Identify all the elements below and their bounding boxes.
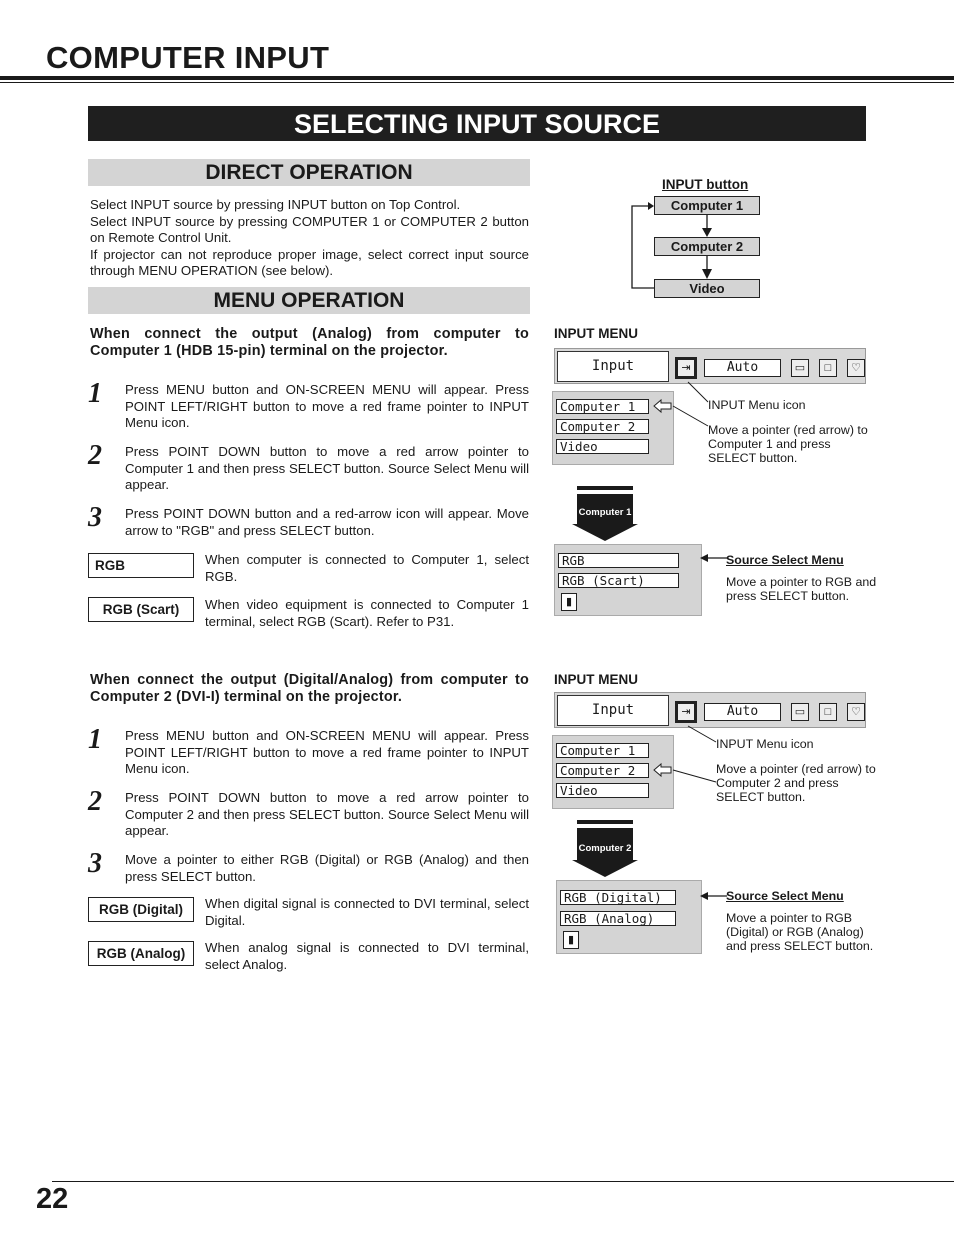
monitor-icon: ▭	[791, 359, 809, 377]
menu-operation-heading: MENU OPERATION	[88, 287, 530, 314]
osd-item-computer2: Computer 2	[556, 763, 649, 778]
settings-icon: ♡	[847, 359, 865, 377]
source-item-rgb-digital: RGB (Digital)	[560, 890, 676, 905]
source-select-note: Move a pointer to RGB (Digital) or RGB (Analog) and press SELECT button.	[726, 911, 874, 953]
input-menu-label: INPUT MENU	[554, 672, 638, 687]
step-number: 1	[88, 724, 102, 755]
step-text: Press MENU button and ON-SCREEN MENU will appear. Press POINT LEFT/RIGHT button to move a red frame pointer to INPUT Menu icon.	[125, 382, 529, 430]
flow-arrow-head	[702, 269, 712, 279]
osd-menu-bar	[554, 348, 866, 384]
direct-line-1: Select INPUT source by pressing INPUT button on Top Control.	[90, 197, 461, 212]
option-rgb-scart-text: When video equipment is connected to Computer 1 terminal, select RGB (Scart). Refer to P31.	[205, 597, 529, 629]
direct-operation-heading: DIRECT OPERATION	[88, 159, 530, 186]
pointer-note: Move a pointer (red arrow) to Computer 1 and press SELECT button.	[708, 423, 868, 465]
header-rule-thin	[0, 82, 954, 83]
source-item-rgb-scart: RGB (Scart)	[558, 573, 679, 588]
source-select-panel	[556, 880, 702, 954]
input-button-label: INPUT button	[662, 177, 749, 192]
exit-icon: ▮	[563, 931, 579, 949]
osd-input-field: Input	[557, 351, 669, 382]
source-select-panel	[554, 544, 702, 616]
direct-operation-text	[90, 197, 529, 280]
source-select-note: Move a pointer to RGB and press SELECT button.	[726, 575, 877, 603]
input-menu-icon-note: INPUT Menu icon	[708, 398, 806, 412]
osd-item-video: Video	[556, 439, 649, 454]
pointer-note: Move a pointer (red arrow) to Computer 2 and press SELECT button.	[716, 762, 876, 804]
step-text: Press POINT DOWN button to move a red arrow pointer to Computer 1 and then press SELECT button. Source Select Menu will appear.	[125, 444, 529, 492]
option-rgb: RGB	[88, 553, 194, 578]
direct-line-3: If projector can not reproduce proper image, select correct input source through MENU OPERATION (see below).	[90, 246, 529, 278]
flow-computer1: Computer 1	[654, 196, 760, 215]
monitor-icon: ▭	[791, 703, 809, 721]
osd-input-field: Input	[557, 695, 669, 726]
source-select-title: Source Select Menu	[726, 889, 844, 903]
direct-line-2: Select INPUT source by pressing COMPUTER 1 or COMPUTER 2 button on Remote Control Unit.	[90, 213, 529, 245]
section-b-lead: When connect the output (Digital/Analog) from computer to Computer 2 (DVI-I) terminal on the projector.	[90, 672, 529, 705]
square-icon: □	[819, 703, 837, 721]
square-icon: □	[819, 359, 837, 377]
option-rgb-digital: RGB (Digital)	[88, 897, 194, 922]
input-menu-icon-note: INPUT Menu icon	[716, 737, 814, 751]
exit-icon: ▮	[561, 593, 577, 611]
flow-arrows	[620, 196, 770, 300]
step-text: Press POINT DOWN button to move a red arrow pointer to Computer 2 and then press SELECT button. Source Select Menu will appear.	[125, 790, 529, 838]
osd-input-list	[552, 735, 674, 809]
flow-loop-arrow-head	[648, 202, 654, 210]
flow-video: Video	[654, 279, 760, 298]
input-menu-icon: ⇥	[677, 359, 695, 377]
osd-item-video: Video	[556, 783, 649, 798]
down-arrow-label: Computer 1	[578, 507, 632, 518]
source-callout-arrow	[700, 552, 728, 564]
step-number: 3	[88, 848, 102, 879]
down-arrow-label: Computer 2	[578, 843, 632, 854]
osd-auto-field: Auto	[704, 703, 781, 721]
flow-arrow-head	[702, 228, 712, 237]
option-rgb-analog: RGB (Analog)	[88, 941, 194, 966]
osd-item-computer2: Computer 2	[556, 419, 649, 434]
osd-auto-field: Auto	[704, 359, 781, 377]
step-number: 2	[88, 786, 102, 817]
input-menu-label: INPUT MENU	[554, 326, 638, 341]
flow-computer2: Computer 2	[654, 237, 760, 256]
option-rgb-scart: RGB (Scart)	[88, 597, 194, 622]
step-text: Move a pointer to either RGB (Digital) or RGB (Analog) and then press SELECT button.	[125, 852, 529, 884]
step-text: Press POINT DOWN button and a red-arrow icon will appear. Move arrow to "RGB" and press SELECT button.	[125, 506, 529, 538]
source-item-rgb-analog: RGB (Analog)	[560, 911, 676, 926]
osd-item-computer1: Computer 1	[556, 743, 649, 758]
page-number: 22	[36, 1183, 69, 1215]
footer-rule	[52, 1181, 954, 1182]
source-callout-arrow	[700, 890, 728, 902]
page-title: COMPUTER INPUT	[46, 40, 330, 75]
step-number: 1	[88, 378, 102, 409]
osd-input-list	[552, 391, 674, 465]
option-rgb-text: When computer is connected to Computer 1, select RGB.	[205, 552, 529, 584]
source-item-rgb: RGB	[558, 553, 679, 568]
option-rgb-digital-text: When digital signal is connected to DVI terminal, select Digital.	[205, 896, 529, 928]
osd-item-computer1: Computer 1	[556, 399, 649, 414]
step-text: Press MENU button and ON-SCREEN MENU will appear. Press POINT LEFT/RIGHT button to move a red frame pointer to INPUT Menu icon.	[125, 728, 529, 776]
osd-callout-lines	[670, 380, 710, 432]
input-menu-icon: ⇥	[677, 703, 695, 721]
step-number: 2	[88, 440, 102, 471]
osd-menu-bar	[554, 692, 866, 728]
option-rgb-analog-text: When analog signal is connected to DVI terminal, select Analog.	[205, 940, 529, 972]
osd-callout-lines	[670, 724, 720, 784]
settings-icon: ♡	[847, 703, 865, 721]
section-banner: SELECTING INPUT SOURCE	[88, 106, 866, 141]
source-select-title: Source Select Menu	[726, 553, 844, 567]
section-a-lead: When connect the output (Analog) from computer to Computer 1 (HDB 15-pin) terminal on the projector.	[90, 326, 529, 359]
step-number: 3	[88, 502, 102, 533]
header-rule	[0, 76, 954, 80]
